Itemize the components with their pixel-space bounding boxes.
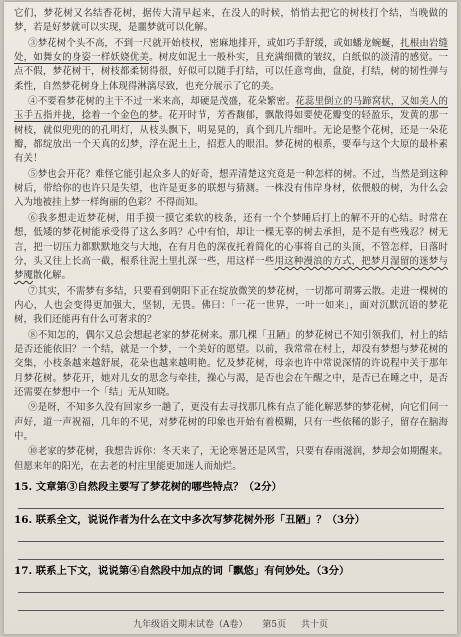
page-footer [4, 617, 457, 630]
answer-line[interactable] [18, 495, 444, 509]
paragraph-text: 它们，梦花树又名结香花树，据传大清早起来，在没人的时候，悄悄去把它的树枝打个结，当晚做的梦，若是好梦就可以实现，是噩梦就可以化解。 [14, 8, 448, 34]
paragraph-p4 [14, 95, 448, 167]
footer-total-pages: 共十页 [300, 620, 328, 630]
paragraph-text: 。树皮如泥土一般朴实，且充满细微的皱纹，白纸似的淡清的感觉。一点不假，梦花树干，树枝都柔韧得很，好似可以随手打结，可以任意弯曲，盘旋，打结，树的韧性弹与柔性，自然梦花树身上体现得淋漓尽致，也充分展示了它的美。 [14, 52, 448, 92]
paragraph-p9 [14, 401, 448, 444]
paragraph-text: ⑦其实，不需梦有多结，只要看到朝阳下正在绽放微笑的梦花树，一切都可谓雾云散。走进一棵树的内心，人也会变得更加强大，坚韧，无畏。佛曰：「一花一世界，一叶一如来」，面对沉默沉语的梦花树，我们还能再有什么可奢求的？ [14, 285, 448, 326]
wavy-underlined-phrase: 迷梦与梦魇 [14, 255, 448, 282]
paragraph-p7 [14, 285, 448, 328]
paragraph-text: ⑥我多想走近梦花树，用手摸一摸它柔软的枝条，还有一个个梦睡后打上的解不开的心结。时常在想，低矮的梦花树能承受得了这么多吗？心中有怕，却让一棵无辜的树去承担，是不是有些残忍？树无言，把一切压力都默默地交与大地，在有月色的深夜托着简化的心事将自己的头顶，不管怎样，日落时分，头又往上长高一截，根系往泥土里扎深一些，用这样一些 [14, 212, 448, 267]
paragraph-p10 [14, 445, 448, 474]
paragraph-text: ⑩老家的梦花树，我想告诉你：冬天来了，无论寒暑还是风雪，只要有春雨滋润，梦却会如期醒来。但愿来年的阳光，在去老的村庄里能更加迷人而灿烂。 [14, 446, 448, 472]
paragraph-p3 [14, 37, 448, 94]
underlined-sentence: 花蕊里倒立的马蹄窝状，又如美人的玉手五指并拢，捻着一个金色的梦 [14, 96, 448, 122]
question-17: 17. 联系上下文，说说第④自然段中加点的词「飘悠」有何妙处。（3分） [14, 565, 350, 577]
underlined-sentence: 扎根由岩缝处，如舞女的身姿一样妖娆优美 [14, 37, 448, 64]
paragraph-text: ⑤梦也会开花？难怪它能引起众多人的好奇，想弄清楚这究竟是一种怎样的树。不过，当然是到这种树后，带给你的也许只是失望，也许是更多的联想与猜测。一株没有伟岸身材，依偎般的树，为什么会入为地被挂上梦一样绚丽的色彩？不得而知。 [14, 168, 448, 209]
paragraph-text: ④不要看梦花树的主干不过一米来高，却硬是茂盛，花朵繁密。 [28, 96, 296, 108]
footer-page-number: 第5页 [262, 620, 287, 630]
wavy-underlined-phrase: 用这种漫浪的方式，把梦月湿留的 [274, 255, 420, 267]
paragraph-text: ⑧不知怎的，偶尔又总会想起老家的梦花树来。那几棵「丑陋」的梦花树已不知引领我们，村上的结是否还能依旧？一个结，就是一个梦，一个美好的愿望。以前，我常常在村上，却没有梦想与梦花树的交集，小枝条越来越舒展，花朵也越来越明艳。忆及梦花树，母亲也许中常说深情的许说程中关于那年月梦花树。梦花开，她对儿女的思念与牵挂，操心与渴，是否也会在午醒之中，是否已在睡之中，是否还需要在梦想中一个「结」无从知晓。 [14, 329, 448, 398]
paragraph-p8 [14, 329, 448, 401]
paragraph-text: 散化解。 [32, 270, 71, 282]
footer-exam-title: 九年级语文期末试卷（A卷） [132, 620, 248, 630]
question-16: 16. 联系全文，说说作者为什么在文中多次写梦花树外形「丑陋」？（3分） [14, 514, 366, 526]
question-15: 15. 文章第③自然段主要写了梦花树的哪些特点？（2分） [14, 481, 282, 493]
answer-line[interactable] [18, 579, 444, 593]
paragraph-text: ③梦花树个头不高，不到一尺就开始枝杈，密麻地排开，或如巧手舒缓，或如蟠龙蜿蜒， [28, 37, 401, 49]
questions-section [14, 477, 448, 615]
paragraph-text: 。花开时节，芳香馥郁，飘散得如要使花瓣变的轻盈乐，发黄的那一树枝，就似兜兜的的孔明灯，从枝头飘下，明晃晃的，真个到几片细叶。无论是整个花树，还是一朵花瓣，都绽放出一个天真的幻梦，浮在泥土上，招惹人的眼泪。梦花树的根系，要奉与这个大原的最朴素有关！ [14, 110, 448, 165]
answer-line[interactable] [18, 528, 444, 542]
paragraph-p6 [14, 212, 448, 284]
exam-sheet [4, 2, 457, 634]
paragraph-p-intro [14, 7, 448, 36]
paragraph-text: ⑨是呀，不知多久没有回家乡一趟了，更没有去寻找那几株有点了能化解恶梦的梦花树，向它们问一声好，道一声祝福，几年的不见，对梦花树的印象也开始有着模糊，只有一些依稀的影子，留存在脑海中。 [14, 402, 448, 442]
answer-line[interactable] [18, 546, 444, 560]
answer-line[interactable] [18, 597, 444, 611]
paragraph-p5 [14, 168, 448, 211]
reading-passage [14, 7, 448, 475]
